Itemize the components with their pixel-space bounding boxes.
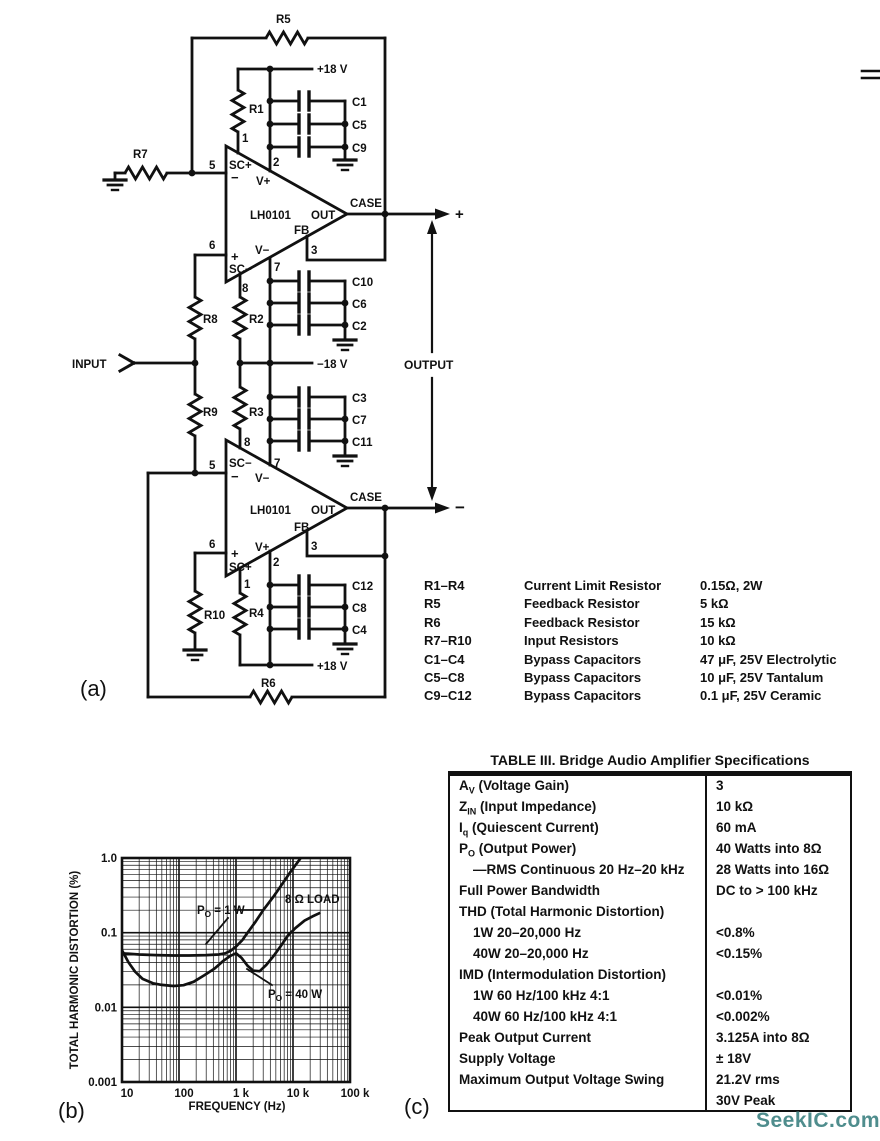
label-c2: C2 [352, 321, 367, 333]
spec-row [450, 922, 850, 943]
spec-value: 30V Peak [716, 1093, 776, 1108]
spec-table-title: TABLE III. Bridge Audio Amplifier Specifications [448, 752, 852, 775]
label-c7: C7 [352, 415, 367, 427]
label-c1: C1 [352, 97, 367, 109]
junction-dot [267, 98, 274, 105]
label-r5: R5 [276, 14, 291, 26]
label-case-label: CASE [350, 492, 382, 504]
label-sign-pin5: − [231, 170, 239, 185]
junction-dot [267, 626, 274, 633]
label-out: OUT [311, 505, 336, 517]
label-pin3: 3 [311, 541, 318, 553]
spec-value: 40 Watts into 8Ω [716, 841, 822, 856]
label-supply-mid: −18 V [317, 359, 348, 371]
label-r4: R4 [249, 608, 264, 620]
label-pin8: 8 [242, 283, 249, 295]
part-desc: Feedback Resistor [524, 596, 640, 612]
part-value: 47 μF, 25V Electrolytic [700, 651, 837, 667]
label-pin2: 2 [273, 157, 280, 169]
y-tick-label: 1.0 [101, 853, 117, 865]
spec-row [450, 901, 850, 922]
label-v-bottom: V+ [255, 542, 270, 554]
y-axis-title: TOTAL HARMONIC DISTORTION (%) [69, 870, 81, 1070]
y-tick-label: 0.1 [101, 927, 117, 940]
junction-dot [267, 121, 274, 128]
part-value: 5 kΩ [700, 596, 729, 612]
resistor-symbol [250, 691, 292, 703]
part-ref: R5 [424, 596, 441, 612]
wire [120, 363, 134, 371]
x-tick-label: 10 k [286, 1088, 310, 1100]
label-sign-pin6: + [231, 249, 239, 264]
label-r2: R2 [249, 314, 264, 326]
spec-label: $P_O$ (Output Power) [450, 838, 707, 859]
panel-b-label: (b) [58, 1098, 85, 1123]
spec-label [450, 1090, 707, 1111]
spec-row [450, 1090, 850, 1111]
junction-dot [267, 278, 274, 285]
part-desc: Bypass Capacitors [524, 688, 642, 704]
label-device: LH0101 [250, 210, 291, 222]
label-input-label: INPUT [72, 359, 107, 371]
label-r6: R6 [261, 678, 276, 690]
spec-value: <0.01% [716, 988, 763, 1003]
label-r1: R1 [249, 104, 264, 116]
label-pin5: 5 [209, 460, 216, 472]
label-pin7: 7 [274, 262, 281, 274]
spec-label: Full Power Bandwidth [450, 880, 707, 901]
label-c5: C5 [352, 120, 367, 132]
x-axis-title: FREQUENCY (Hz) [188, 1101, 286, 1113]
chart-annotation: 8 Ω LOAD [285, 894, 340, 906]
arrowhead-icon [427, 487, 437, 501]
junction-dot [189, 170, 196, 177]
label-c3: C3 [352, 393, 367, 405]
label-c9: C9 [352, 143, 367, 155]
spec-label: THD (Total Harmonic Distortion) [450, 901, 707, 922]
parts-list [424, 577, 874, 706]
junction-dot [342, 416, 349, 423]
label-r3: R3 [249, 407, 264, 419]
part-value: 10 kΩ [700, 633, 736, 649]
spec-value: 28 Watts into 16Ω [716, 862, 830, 877]
junction-dot [342, 438, 349, 445]
parts-list-row [424, 614, 874, 632]
spec-label: $I_q$ (Quiescent Current) [450, 817, 707, 838]
label-c12: C12 [352, 581, 374, 593]
spec-value: <0.002% [716, 1009, 770, 1024]
label-sc-pin6: SC− [229, 264, 252, 276]
spec-row [450, 859, 850, 880]
label-r9: R9 [203, 407, 218, 419]
junction-dot [342, 322, 349, 329]
spec-row [450, 817, 850, 838]
spec-row [450, 985, 850, 1006]
part-ref: R7–R10 [424, 633, 472, 649]
label-c8: C8 [352, 603, 367, 615]
resistor-symbol [125, 167, 167, 179]
label-case-label: CASE [350, 198, 382, 210]
junction-dot [382, 505, 389, 512]
label-sc-pin6: SC+ [229, 562, 252, 574]
junction-dot [267, 394, 274, 401]
part-value: 0.1 μF, 25V Ceramic [700, 688, 822, 704]
label-pin1: 1 [242, 133, 249, 145]
wire [307, 530, 385, 556]
x-tick-label: 10 [120, 1088, 134, 1100]
parts-list-row [424, 577, 874, 595]
label-fb: FB [294, 225, 310, 237]
junction-dot [267, 438, 274, 445]
label-v-top: V+ [256, 176, 271, 188]
wire [120, 355, 134, 363]
chart-annotation: $P_O = 40$ W [268, 989, 323, 1003]
spec-label: Maximum Output Voltage Swing [450, 1069, 707, 1090]
arrowhead-icon [435, 503, 450, 514]
spec-row [450, 1006, 850, 1027]
junction-dot [267, 604, 274, 611]
spec-label: 1W 60 Hz/100 kHz 4:1 [450, 985, 707, 1006]
junction-dot [267, 300, 274, 307]
parts-list-row [424, 651, 874, 669]
spec-label: $A_V$ (Voltage Gain) [450, 775, 707, 796]
part-value: 0.15Ω, 2W [700, 578, 763, 593]
spec-label: IMD (Intermodulation Distortion) [450, 964, 707, 985]
part-desc: Input Resistors [524, 633, 619, 649]
resistor-symbol [189, 297, 201, 339]
spec-row [450, 943, 850, 964]
spec-value: 3 [716, 778, 724, 793]
resistor-symbol [189, 591, 201, 633]
spec-row [450, 838, 850, 859]
spec-label: Supply Voltage [450, 1048, 707, 1069]
chart-annotation: $P_O = 1$ W [197, 905, 245, 919]
label-pin1: 1 [244, 579, 251, 591]
label-pin6: 6 [209, 240, 216, 252]
label-out: OUT [311, 210, 336, 222]
label-c10: C10 [352, 277, 374, 289]
spec-value: DC to > 100 kHz [716, 883, 818, 898]
junction-dot [267, 144, 274, 151]
spec-value: ± 18V [716, 1051, 752, 1066]
label-c11: C11 [352, 437, 373, 449]
label-device: LH0101 [250, 505, 291, 517]
label-sc-pin5: SC− [229, 458, 252, 470]
spec-value: 21.2V rms [716, 1072, 780, 1087]
label-supply-top: +18 V [317, 64, 348, 76]
label-r10: R10 [204, 610, 226, 622]
junction-dot [267, 416, 274, 423]
spec-value: 10 kΩ [716, 799, 754, 814]
junction-dot [382, 553, 389, 560]
label-sign-pin5: − [231, 469, 239, 484]
label-supply-bottom: +18 V [317, 661, 348, 673]
junction-dot [267, 582, 274, 589]
junction-dot [267, 322, 274, 329]
part-ref: R1–R4 [424, 578, 465, 593]
panel-a-label: (a) [80, 676, 107, 701]
part-ref: C9–C12 [424, 688, 472, 704]
part-desc: Current Limit Resistor [524, 578, 662, 593]
part-value: 15 kΩ [700, 614, 736, 630]
y-tick-label: 0.001 [88, 1077, 117, 1089]
parts-list-row [424, 632, 874, 650]
label-pin8: 8 [244, 437, 251, 449]
x-tick-label: 100 [174, 1088, 194, 1100]
label-pin2: 2 [273, 557, 280, 569]
resistor-symbol [234, 387, 246, 429]
label-r8: R8 [203, 314, 218, 326]
spec-row [450, 1027, 850, 1048]
part-ref: C5–C8 [424, 669, 465, 685]
spec-label: 40W 60 Hz/100 kHz 4:1 [450, 1006, 707, 1027]
y-tick-label: 0.01 [94, 1002, 117, 1015]
resistor-symbol [234, 593, 246, 635]
spec-row [450, 775, 850, 796]
label-c4: C4 [352, 625, 367, 637]
spec-row [450, 880, 850, 901]
spec-row [450, 1069, 850, 1090]
junction-dot [342, 144, 349, 151]
label-r7: R7 [133, 149, 148, 161]
spec-label: 40W 20–20,000 Hz [450, 943, 707, 964]
junction-dot [342, 300, 349, 307]
resistor-symbol [234, 297, 246, 339]
watermark: SeekIC.com [756, 1109, 880, 1132]
spec-label: Peak Output Current [450, 1027, 707, 1048]
part-desc: Bypass Capacitors [524, 651, 642, 667]
label-c6: C6 [352, 299, 367, 311]
label-pin7: 7 [274, 458, 281, 470]
label-sign-pin6: + [231, 546, 239, 561]
resistor-symbol [232, 90, 244, 132]
part-desc: Bypass Capacitors [524, 669, 642, 685]
panel-c-label: (c) [404, 1094, 430, 1119]
spec-value: 60 mA [716, 820, 757, 835]
part-ref: C1–C4 [424, 651, 465, 667]
spec-value: <0.8% [716, 925, 755, 940]
spec-table [448, 774, 852, 1112]
label-output-minus-sign: − [455, 498, 465, 517]
spec-row [450, 1048, 850, 1069]
resistor-symbol [266, 32, 308, 44]
spec-row [450, 964, 850, 985]
spec-row [450, 796, 850, 817]
curves [122, 852, 319, 986]
junction-dot [342, 626, 349, 633]
label-output-label: OUTPUT [404, 358, 454, 372]
spec-value: <0.15% [716, 946, 763, 961]
x-tick-label: 100 k [340, 1088, 370, 1100]
parts-list-row [424, 687, 874, 705]
x-tick-label: 1 k [233, 1088, 249, 1100]
thd-curve-40w [122, 913, 319, 986]
label-pin5: 5 [209, 160, 216, 172]
part-desc: Feedback Resistor [524, 614, 640, 630]
label-sc-pin5: SC+ [229, 160, 252, 172]
resistor-symbol [189, 394, 201, 436]
parts-list-row [424, 669, 874, 687]
part-value: 10 μF, 25V Tantalum [700, 669, 824, 685]
thd-frequency-chart [69, 852, 370, 1113]
label-pin3: 3 [311, 245, 318, 257]
arrowhead-icon [435, 209, 450, 220]
spec-label: $Z_{IN}$ (Input Impedance) [450, 796, 707, 817]
label-output-plus-sign: + [455, 206, 464, 223]
spec-label: —RMS Continuous 20 Hz–20 kHz [450, 859, 707, 880]
spec-value [707, 901, 850, 922]
spec-label: 1W 20–20,000 Hz [450, 922, 707, 943]
label-fb: FB [294, 522, 310, 534]
parts-list-row [424, 595, 874, 613]
label-pin6: 6 [209, 539, 216, 551]
junction-dot [342, 121, 349, 128]
part-ref: R6 [424, 614, 441, 630]
spec-value [707, 964, 850, 985]
spec-value: 3.125A into 8Ω [716, 1030, 810, 1045]
label-v-bottom: V− [255, 245, 270, 257]
junction-dot [342, 604, 349, 611]
label-v-top: V− [255, 473, 270, 485]
